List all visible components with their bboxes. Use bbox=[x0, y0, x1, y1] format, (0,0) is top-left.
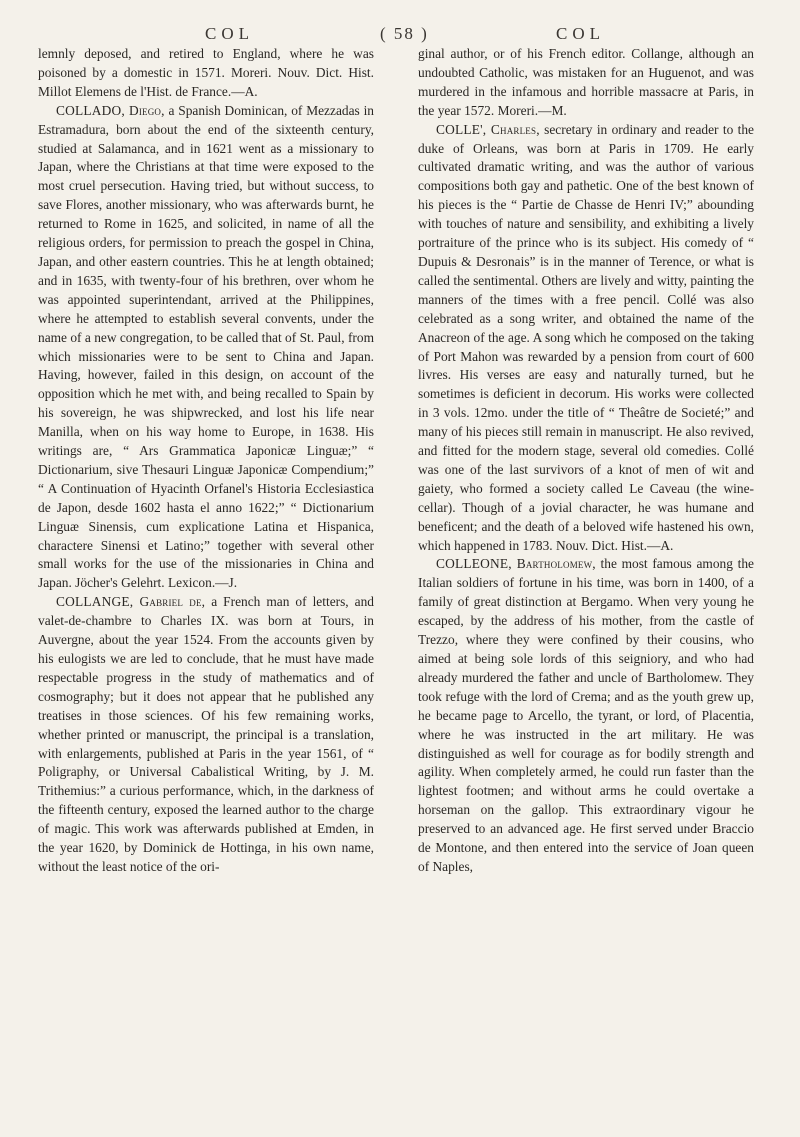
page-number: ( 58 ) bbox=[380, 24, 429, 43]
entry-headword: COLLE', Charles, bbox=[436, 121, 540, 137]
entry-colle bbox=[418, 121, 754, 556]
entry-collado bbox=[38, 102, 374, 594]
entry-text: the most famous among the Italian soldiers of fortune in his time, was born in 1400, of a family of great distinction at Bergamo. When very young he escaped, by the address of his mother, from the castle of Trezzo, where they were confined by their cousins, who aimed at being sole lords of this seigniory, and who had already murdered the father and uncle of Bartholomew. They took refuge with the lord of Crema; and as the youth grew up, he became page to Arcello, the tyrant, or lord, of Placentia, where he was instructed in the art military. He was distinguished as well for courage as for bodily strength and agility. When completely armed, he could run faster than the lightest footmen; and without arms he could overtake a horseman on the gallop. This extraordinary vigour he preserved to an advanced age. He first served under Braccio de Montone, and then entered into the service of Joan queen of Naples, bbox=[418, 556, 754, 874]
running-header bbox=[0, 10, 800, 50]
entry-headword: COLLADO, Diego, bbox=[56, 102, 165, 118]
entry-text: secretary in ordinary and reader to the duke of Orleans, was born at Paris in 1709. He early cultivated dramatic writing, and was the author of various compositions both gay and pathetic. One of the best known of his pieces is the “ Partie de Chasse de Henri IV;” abounding with touches of nature and sensibility, and exhibiting a lively portraiture of the prince who is its subject. His comedy of “ Dupuis & Desronais” is in the manner of Terence, or what is called the sentimental. Others are lively and witty, painting the manners of the times with a free pencil. Collé was also celebrated as a song writer, and obtained the name of the Anacreon of the age. A song which he composed on the taking of Port Mahon was rewarded by a pension from court of 600 livres. His verses are easy and naturally turned, but he sometimes is deficient in decorum. His works were collected in 3 vols. 12mo. under the title of “ Theâtre de Societé;” and many of his pieces still remain in manuscript. He also revived, and fitted for the modern stage, several old comedies. Collé was one of the last survivors of a knot of men of wit and gaiety, who formed a society called Le Caveau (the wine-cellar). Though of a jovial character, he was humane and beneficent; and the death of a beloved wife hastened his own, which happened in 1783. Nouv. Dict. Hist.—A. bbox=[418, 121, 755, 553]
right-column bbox=[418, 45, 754, 877]
entry-collange bbox=[38, 593, 374, 877]
paragraph-text: lemnly deposed, and retired to England, where he was poisoned by a domestic in 1571. Moreri. Nouv. Dict. Hist. Millot Elemens de l'Hist. de France.—A. bbox=[38, 46, 374, 99]
continuation-paragraph bbox=[418, 45, 754, 121]
entry-text: a French man of letters, and valet-de-chambre to Charles IX. was born at Tours, in Auvergne, about the year 1524. From the accounts given by his eulogists we are led to conclude, that he must have made respectable progress in the study of mathematics and of cosmography; but it does not appear that he published any treatises in those sciences. Of his few remaining works, whether printed or manuscript, the principal is a translation, with enlargements, published at Paris in the year 1561, of “ Poligraphy, or Universal Cabalistical Writing, by J. M. Trithemius:” a curious performance, which, in the darkness of the fifteenth century, exposed the learned author to the charge of magic. This work was afterwards published at Emden, in the year 1620, by Dominick de Hottinga, in his own name, without the least notice of the ori- bbox=[38, 594, 374, 874]
entry-headword: COLLEONE, Bartholomew, bbox=[436, 556, 596, 572]
continuation-paragraph bbox=[38, 45, 374, 102]
header-left: COL bbox=[205, 24, 254, 43]
paragraph-text: ginal author, or of his French editor. Collange, although an undoubted Catholic, was mistaken for an Huguenot, and was murdered in the infamous and horrible massacre at Paris, in the year 1572. Moreri.—M. bbox=[418, 46, 754, 118]
left-column bbox=[38, 45, 374, 877]
entry-headword: COLLANGE, Gabriel de, bbox=[56, 594, 206, 610]
header-right: COL bbox=[556, 24, 605, 43]
entry-text: a Spanish Dominican, of Mezzadas in Estramadura, born about the end of the sixteenth century, studied at Salamanca, and in 1621 went as a missionary to Japan, where the Christians at that time were exposed to the most cruel persecution. Having tried, but without success, to save Flores, another missionary, who was afterwards burnt, he returned to Rome in 1625, and solicited, in name of all the religious orders, for permission to preach the gospel in China, Japan, and other eastern countries. This he at length obtained; and in 1635, with twenty-four of his brethren, over whom he was appointed superintendant, arrived at the Philippines, where he attempted to establish several convents, under the name of a new congregation, to be called that of St. Paul, from which missionaries were to be sent to China and Japan. Having, however, failed in this design, on account of the opposition which he met with, and being recalled to Spain by his sovereign, he was shipwrecked, and lost his life near Manilla, when on his way home to Europe, in 1638. His writings are, “ Ars Grammatica Japonicæ Linguæ;” “ Dictionarium, sive Thesauri Linguæ Japonicæ Compendium;” “ A Continuation of Hyacinth Orfanel's Historia Ecclesiastica de Japon, desde 1602 hasta el anno 1622;” “ Dictionarium Linguæ Sinensis, cum explicatione Latina et Hispanica, charactere Sinensi et Latino;” together with several other small works for the use of the missionaries in China and Japan. Jöcher's Gelehrt. Lexicon.—J. bbox=[38, 102, 374, 591]
entry-colleone bbox=[418, 555, 754, 876]
